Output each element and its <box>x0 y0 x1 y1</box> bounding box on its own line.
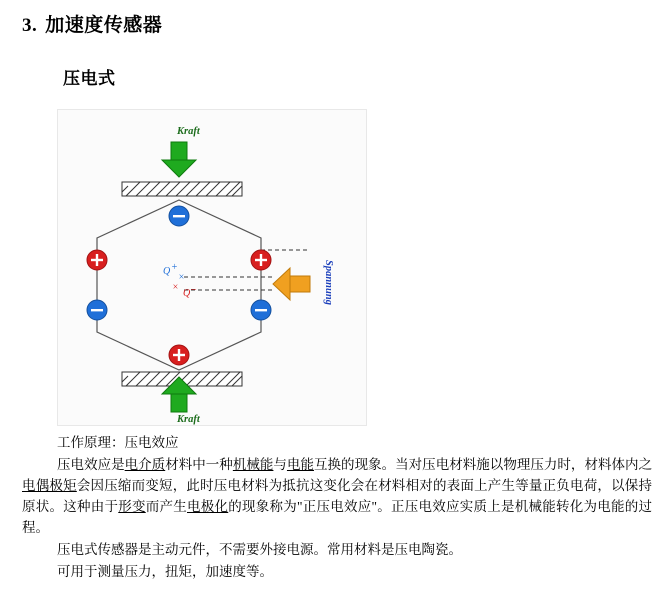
svg-text:×: × <box>178 272 185 283</box>
charge-minus-top <box>169 206 189 226</box>
piezoelectric-diagram <box>57 109 367 426</box>
force-arrow-top-icon <box>162 142 196 177</box>
diagram-svg <box>58 110 366 425</box>
inline-link[interactable]: 电偶极矩 <box>22 478 77 493</box>
inline-link[interactable]: 电极化 <box>187 499 229 514</box>
electrode-plate-top <box>122 182 242 196</box>
inline-link[interactable]: 电能 <box>286 457 314 472</box>
paragraph-active-element <box>22 539 652 560</box>
inline-link[interactable]: 形变 <box>118 499 146 514</box>
force-label-top: Kraft <box>177 126 200 137</box>
svg-text:×: × <box>172 282 179 293</box>
page-title <box>22 10 162 37</box>
page-title-number: 3. <box>22 15 38 36</box>
svg-text:Q: Q <box>163 266 171 277</box>
text-run: 的现象称为"正压电效应"。正压电效应实质上是机械能转化为电能的过程。 <box>22 499 652 535</box>
dipole-annotation <box>163 262 197 299</box>
charge-plus-right <box>251 250 271 270</box>
text-run: 而产生 <box>145 499 187 514</box>
section-subtitle: 压电式 <box>63 69 116 88</box>
paragraph-working-principle <box>22 432 652 453</box>
text-run: 工作原理：压电效应 <box>57 435 179 450</box>
inline-link[interactable]: 电介质 <box>124 457 166 472</box>
text-run: 与 <box>273 457 287 472</box>
svg-text:–: – <box>191 284 196 295</box>
force-label-bottom: Kraft <box>177 414 200 425</box>
text-run: 会因压缩而变短，此时压电材料为抵抗这变化会在材料相对的表面上产生等量正负电荷，以保持原状。这种由于 <box>22 478 653 514</box>
svg-text:Q: Q <box>183 288 191 299</box>
text-run: 可用于测量压力，扭矩，加速度等。 <box>57 564 273 579</box>
voltage-arrow-icon <box>273 268 310 300</box>
inline-link[interactable]: 机械能 <box>232 457 274 472</box>
paragraph-piezo-effect-definition <box>22 454 652 538</box>
page-title-text: 加速度传感器 <box>45 15 163 36</box>
charge-minus-left <box>87 300 107 320</box>
charge-minus-right <box>251 300 271 320</box>
body-text <box>22 432 652 583</box>
charge-plus-left <box>87 250 107 270</box>
text-run: 材料中一种 <box>165 457 233 472</box>
voltage-label: Spannung <box>323 260 334 305</box>
svg-text:+: + <box>171 262 178 273</box>
paragraph-applications <box>22 561 652 582</box>
text-run: 压电式传感器是主动元件，不需要外接电源。常用材料是压电陶瓷。 <box>57 542 462 557</box>
text-run: 互换的现象。当对压电材料施以物理压力时，材料体内之 <box>314 457 653 472</box>
text-run: 压电效应是 <box>57 457 125 472</box>
charge-plus-bottom <box>169 345 189 365</box>
